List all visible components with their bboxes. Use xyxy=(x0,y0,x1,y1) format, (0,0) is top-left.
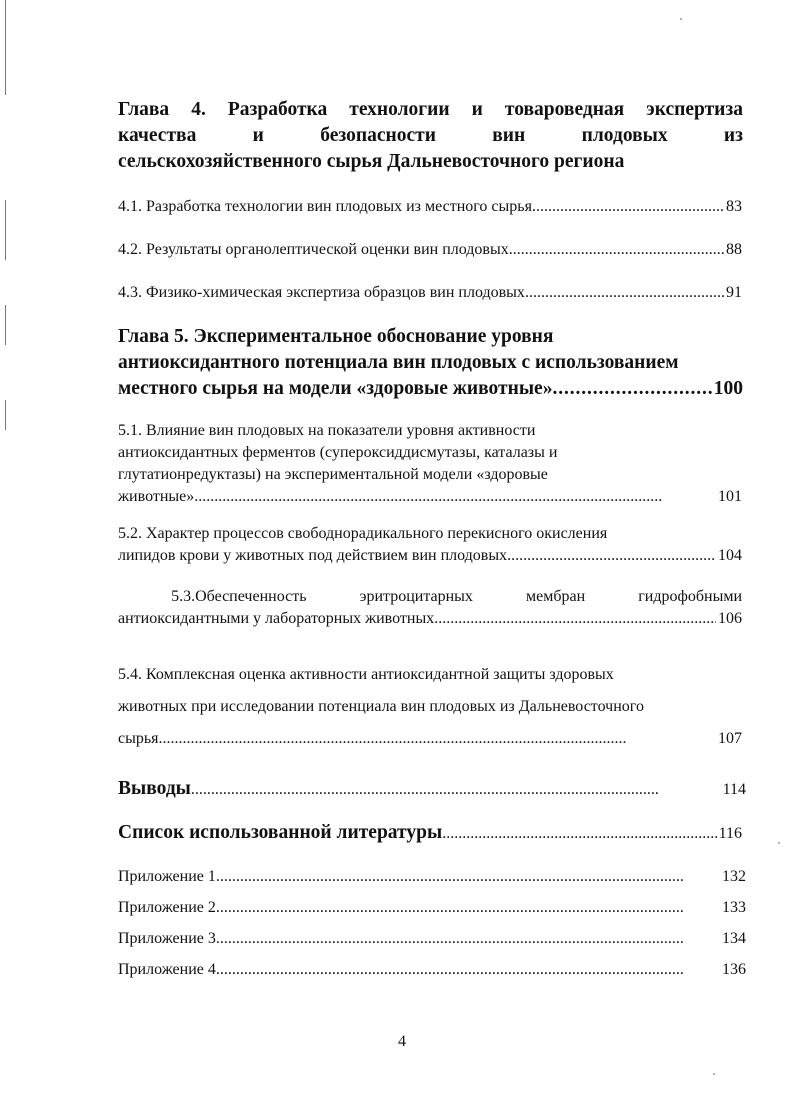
conclusions-page: 114 xyxy=(722,781,746,798)
scan-mark xyxy=(5,200,6,260)
chapter4-title-line3: сельскохозяйственного сырья Дальневосточного региона xyxy=(118,151,625,172)
dot-leader xyxy=(532,196,724,218)
toc-entry-line: антиоксидантных ферментов (супероксиддисмутазы, каталазы и xyxy=(118,444,558,461)
toc-entry-line: 5.3.Обеспеченность эритроцитарных мембран гидрофобными xyxy=(118,588,742,605)
toc-entry-conclusions[interactable] xyxy=(118,776,746,803)
toc-entry-line: 5.4. Комплексная оценка активности антиоксидантной защиты здоровых xyxy=(118,666,614,683)
dot-leader xyxy=(216,928,720,950)
toc-entry-page: 107 xyxy=(718,730,742,747)
toc-entry-last-line xyxy=(118,545,742,567)
dot-leader xyxy=(159,723,716,755)
appendix-label: Приложение 3 xyxy=(118,930,216,947)
toc-entry-appendix[interactable] xyxy=(118,928,746,950)
appendix-page: 134 xyxy=(722,930,746,947)
dot-leader xyxy=(191,777,721,803)
dot-leader xyxy=(216,897,720,919)
toc-entry-page: 106 xyxy=(718,610,742,627)
chapter5-title-line2: антиоксидантного потенциала вин плодовых с использованием xyxy=(118,352,679,373)
scan-speck xyxy=(713,1073,715,1075)
scan-speck xyxy=(680,18,682,20)
appendix-label: Приложение 4 xyxy=(118,961,216,978)
references-page: 116 xyxy=(718,825,742,842)
dot-leader xyxy=(216,866,720,888)
dot-leader xyxy=(552,376,711,402)
toc-entry-5-3[interactable] xyxy=(118,586,742,630)
dot-leader xyxy=(525,282,724,304)
scan-mark xyxy=(5,400,6,430)
toc-entry-line: глутатионредуктазы) на экспериментальной модели «здоровые xyxy=(118,466,548,483)
chapter5-title-text: местного сырья на модели «здоровые животные» xyxy=(118,378,553,399)
toc-entry-page: 83 xyxy=(726,198,742,215)
dot-leader xyxy=(442,821,716,847)
toc-entry-label: антиоксидантными у лабораторных животных xyxy=(118,610,435,627)
appendix-page: 136 xyxy=(722,961,746,978)
dot-leader xyxy=(434,608,716,630)
toc-entry-appendix[interactable] xyxy=(118,959,746,981)
toc-entry-last-line xyxy=(118,486,742,508)
chapter5-title-line3[interactable] xyxy=(118,376,743,402)
page-number: 4 xyxy=(398,1033,406,1050)
toc-entry-page: 101 xyxy=(718,488,742,505)
toc-entry-line: животных при исследовании потенциала вин плодовых из Дальневосточного xyxy=(118,698,644,715)
toc-entry-label: 4.3. Физико-химическая экспертиза образцов вин плодовых xyxy=(118,284,525,301)
scan-speck xyxy=(778,842,780,844)
toc-entry-last-line xyxy=(118,723,742,755)
dot-leader xyxy=(507,545,716,567)
chapter5-title-line1: Глава 5. Экспериментальное обоснование уровня xyxy=(118,326,554,347)
toc-entry-label: сырья xyxy=(118,730,159,747)
scan-mark xyxy=(5,0,6,95)
appendix-label: Приложение 2 xyxy=(118,899,216,916)
toc-entry-page: 88 xyxy=(726,241,742,258)
dot-leader xyxy=(194,486,716,508)
chapter4-title-line1: Глава 4. Разработка технологии и товароведная экспертиза xyxy=(118,99,743,120)
conclusions-label: Выводы xyxy=(118,778,191,799)
toc-entry-appendix[interactable] xyxy=(118,866,746,888)
toc-entry[interactable] xyxy=(118,239,742,261)
toc-entry-appendix[interactable] xyxy=(118,897,746,919)
chapter4-title-line2: качества и безопасности вин плодовых из xyxy=(118,125,743,146)
dot-leader xyxy=(216,959,720,981)
toc-entry-page: 104 xyxy=(718,547,742,564)
chapter4-heading xyxy=(118,97,743,175)
toc-entry-last-line xyxy=(118,608,742,630)
toc-entry-page: 91 xyxy=(726,284,742,301)
toc-entry-line: 5.1. Влияние вин плодовых на показатели уровня активности xyxy=(118,422,536,439)
appendix-page: 132 xyxy=(722,868,746,885)
toc-entry-references[interactable] xyxy=(118,820,742,847)
appendix-page: 133 xyxy=(722,899,746,916)
toc-entry-5-2[interactable] xyxy=(118,523,742,567)
appendix-label: Приложение 1 xyxy=(118,868,216,885)
dot-leader xyxy=(509,239,724,261)
toc-entry-line: 5.2. Характер процессов свободнорадикального перекисного окисления xyxy=(118,525,608,542)
toc-entry-label: липидов крови у животных под действием вин плодовых xyxy=(118,547,508,564)
chapter5-heading xyxy=(118,324,743,402)
references-label: Список использованной литературы xyxy=(118,822,443,843)
toc-entry[interactable] xyxy=(118,196,742,218)
toc-entry-label: 4.2. Результаты органолептической оценки вин плодовых xyxy=(118,241,509,258)
toc-entry-label: животные» xyxy=(118,488,195,505)
scan-mark xyxy=(5,305,6,345)
toc-entry-5-1[interactable] xyxy=(118,420,742,508)
toc-entry-5-4[interactable] xyxy=(118,659,742,755)
toc-entry-label: 4.1. Разработка технологии вин плодовых из местного сырья xyxy=(118,198,532,215)
chapter5-page: 100 xyxy=(713,378,743,399)
toc-entry[interactable] xyxy=(118,282,742,304)
